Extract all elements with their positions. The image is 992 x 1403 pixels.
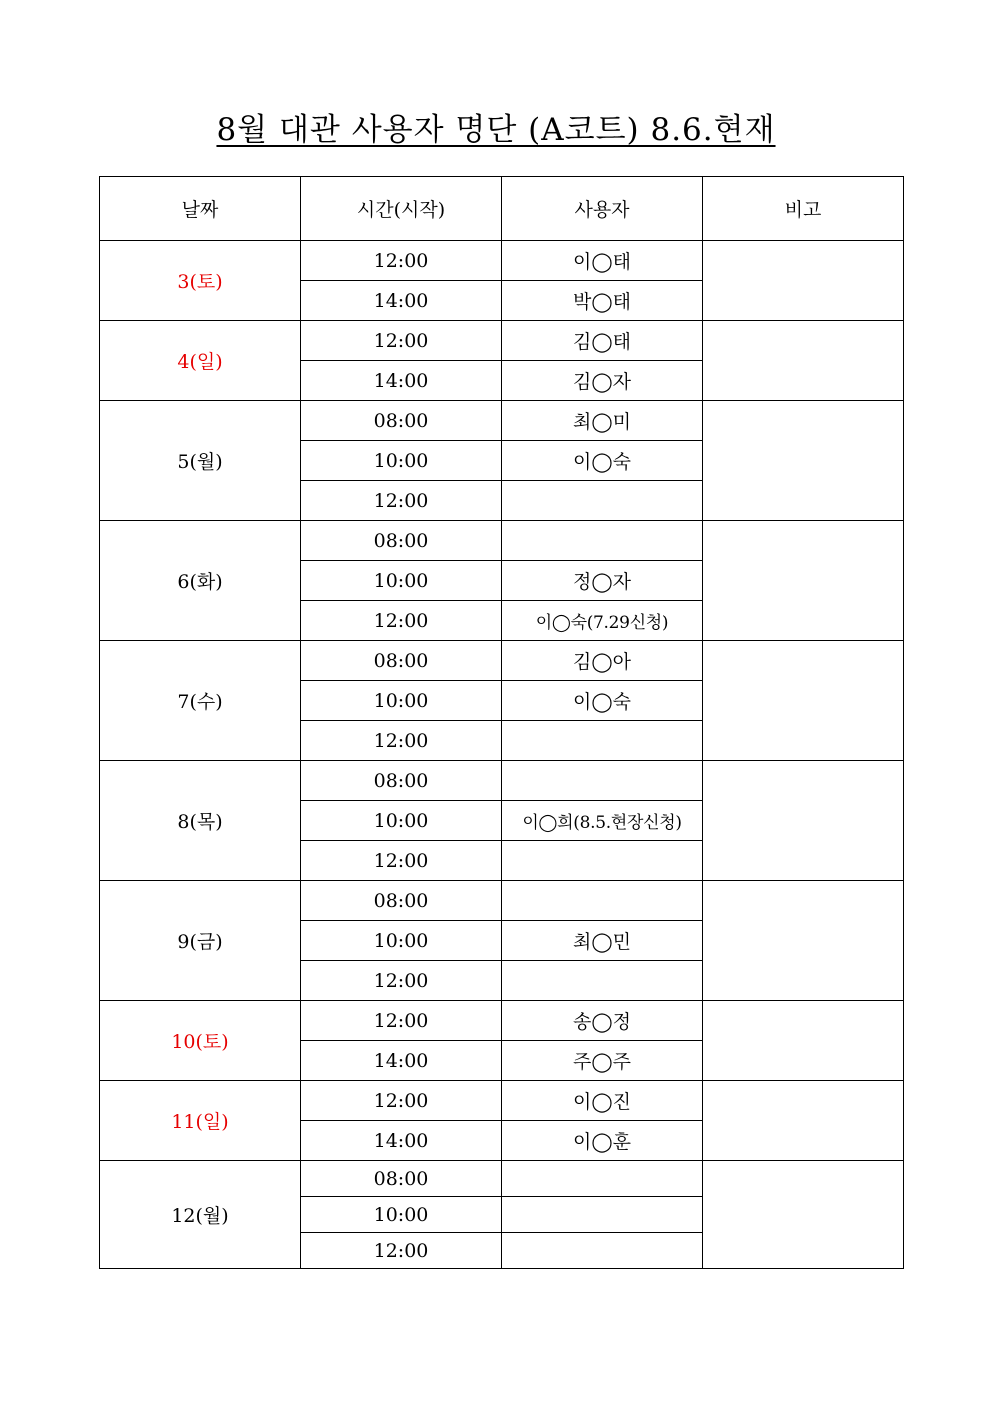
schedule-table: [99, 176, 904, 1269]
header-time: 시간(시작): [301, 177, 502, 241]
header-row: [100, 177, 904, 241]
note-cell: [703, 321, 904, 401]
user-cell: 최◯미: [502, 401, 703, 441]
user-cell: 이◯태: [502, 241, 703, 281]
time-cell: 10:00: [301, 801, 502, 841]
time-cell: 10:00: [301, 681, 502, 721]
time-cell: 14:00: [301, 361, 502, 401]
table-row: [100, 881, 904, 921]
header-user: 사용자: [502, 177, 703, 241]
time-cell: 08:00: [301, 641, 502, 681]
time-cell: 10:00: [301, 441, 502, 481]
time-cell: 14:00: [301, 1041, 502, 1081]
user-cell: [502, 761, 703, 801]
table-row: [100, 241, 904, 281]
user-cell: [502, 881, 703, 921]
user-cell: 김◯아: [502, 641, 703, 681]
date-cell: 10(토): [100, 1001, 301, 1081]
page-title-text: 8월 대관 사용자 명단 (A코트) 8.6.현재: [216, 112, 776, 148]
user-cell: [502, 1197, 703, 1233]
time-cell: 12:00: [301, 841, 502, 881]
time-cell: 10:00: [301, 561, 502, 601]
date-cell: 5(월): [100, 401, 301, 521]
note-cell: [703, 881, 904, 1001]
note-cell: [703, 401, 904, 521]
table-row: [100, 401, 904, 441]
user-cell: 김◯자: [502, 361, 703, 401]
time-cell: 12:00: [301, 1081, 502, 1121]
time-cell: 12:00: [301, 481, 502, 521]
date-cell: 6(화): [100, 521, 301, 641]
user-cell: 김◯태: [502, 321, 703, 361]
user-cell: 송◯정: [502, 1001, 703, 1041]
date-cell: 3(토): [100, 241, 301, 321]
time-cell: 12:00: [301, 321, 502, 361]
time-cell: 12:00: [301, 601, 502, 641]
table-row: [100, 521, 904, 561]
user-cell: [502, 521, 703, 561]
header-note: 비고: [703, 177, 904, 241]
note-cell: [703, 241, 904, 321]
user-cell: 정◯자: [502, 561, 703, 601]
note-cell: [703, 641, 904, 761]
user-cell: 최◯민: [502, 921, 703, 961]
user-cell: 이◯진: [502, 1081, 703, 1121]
date-cell: 4(일): [100, 321, 301, 401]
user-cell: [502, 721, 703, 761]
user-cell: 이◯숙(7.29신청): [502, 601, 703, 641]
time-cell: 08:00: [301, 1161, 502, 1197]
time-cell: 14:00: [301, 281, 502, 321]
table-row: [100, 1081, 904, 1121]
date-cell: 8(목): [100, 761, 301, 881]
user-cell: 박◯태: [502, 281, 703, 321]
user-cell: 이◯희(8.5.현장신청): [502, 801, 703, 841]
user-cell: [502, 481, 703, 521]
user-cell: 주◯주: [502, 1041, 703, 1081]
date-cell: 7(수): [100, 641, 301, 761]
note-cell: [703, 521, 904, 641]
table-row: [100, 1001, 904, 1041]
note-cell: [703, 761, 904, 881]
schedule-body: [100, 241, 904, 1269]
note-cell: [703, 1161, 904, 1269]
table-row: [100, 1161, 904, 1197]
note-cell: [703, 1081, 904, 1161]
time-cell: 12:00: [301, 961, 502, 1001]
time-cell: 10:00: [301, 921, 502, 961]
time-cell: 14:00: [301, 1121, 502, 1161]
time-cell: 12:00: [301, 1001, 502, 1041]
user-cell: [502, 1233, 703, 1269]
date-cell: 12(월): [100, 1161, 301, 1269]
user-cell: [502, 1161, 703, 1197]
note-cell: [703, 1001, 904, 1081]
date-cell: 11(일): [100, 1081, 301, 1161]
table-row: [100, 761, 904, 801]
time-cell: 08:00: [301, 881, 502, 921]
page-title: [0, 108, 992, 152]
user-cell: 이◯숙: [502, 681, 703, 721]
user-cell: 이◯숙: [502, 441, 703, 481]
header-date: 날짜: [100, 177, 301, 241]
user-cell: [502, 961, 703, 1001]
user-cell: 이◯훈: [502, 1121, 703, 1161]
date-cell: 9(금): [100, 881, 301, 1001]
time-cell: 12:00: [301, 1233, 502, 1269]
time-cell: 08:00: [301, 401, 502, 441]
table-row: [100, 321, 904, 361]
time-cell: 08:00: [301, 521, 502, 561]
table-row: [100, 641, 904, 681]
time-cell: 10:00: [301, 1197, 502, 1233]
user-cell: [502, 841, 703, 881]
time-cell: 08:00: [301, 761, 502, 801]
time-cell: 12:00: [301, 241, 502, 281]
time-cell: 12:00: [301, 721, 502, 761]
